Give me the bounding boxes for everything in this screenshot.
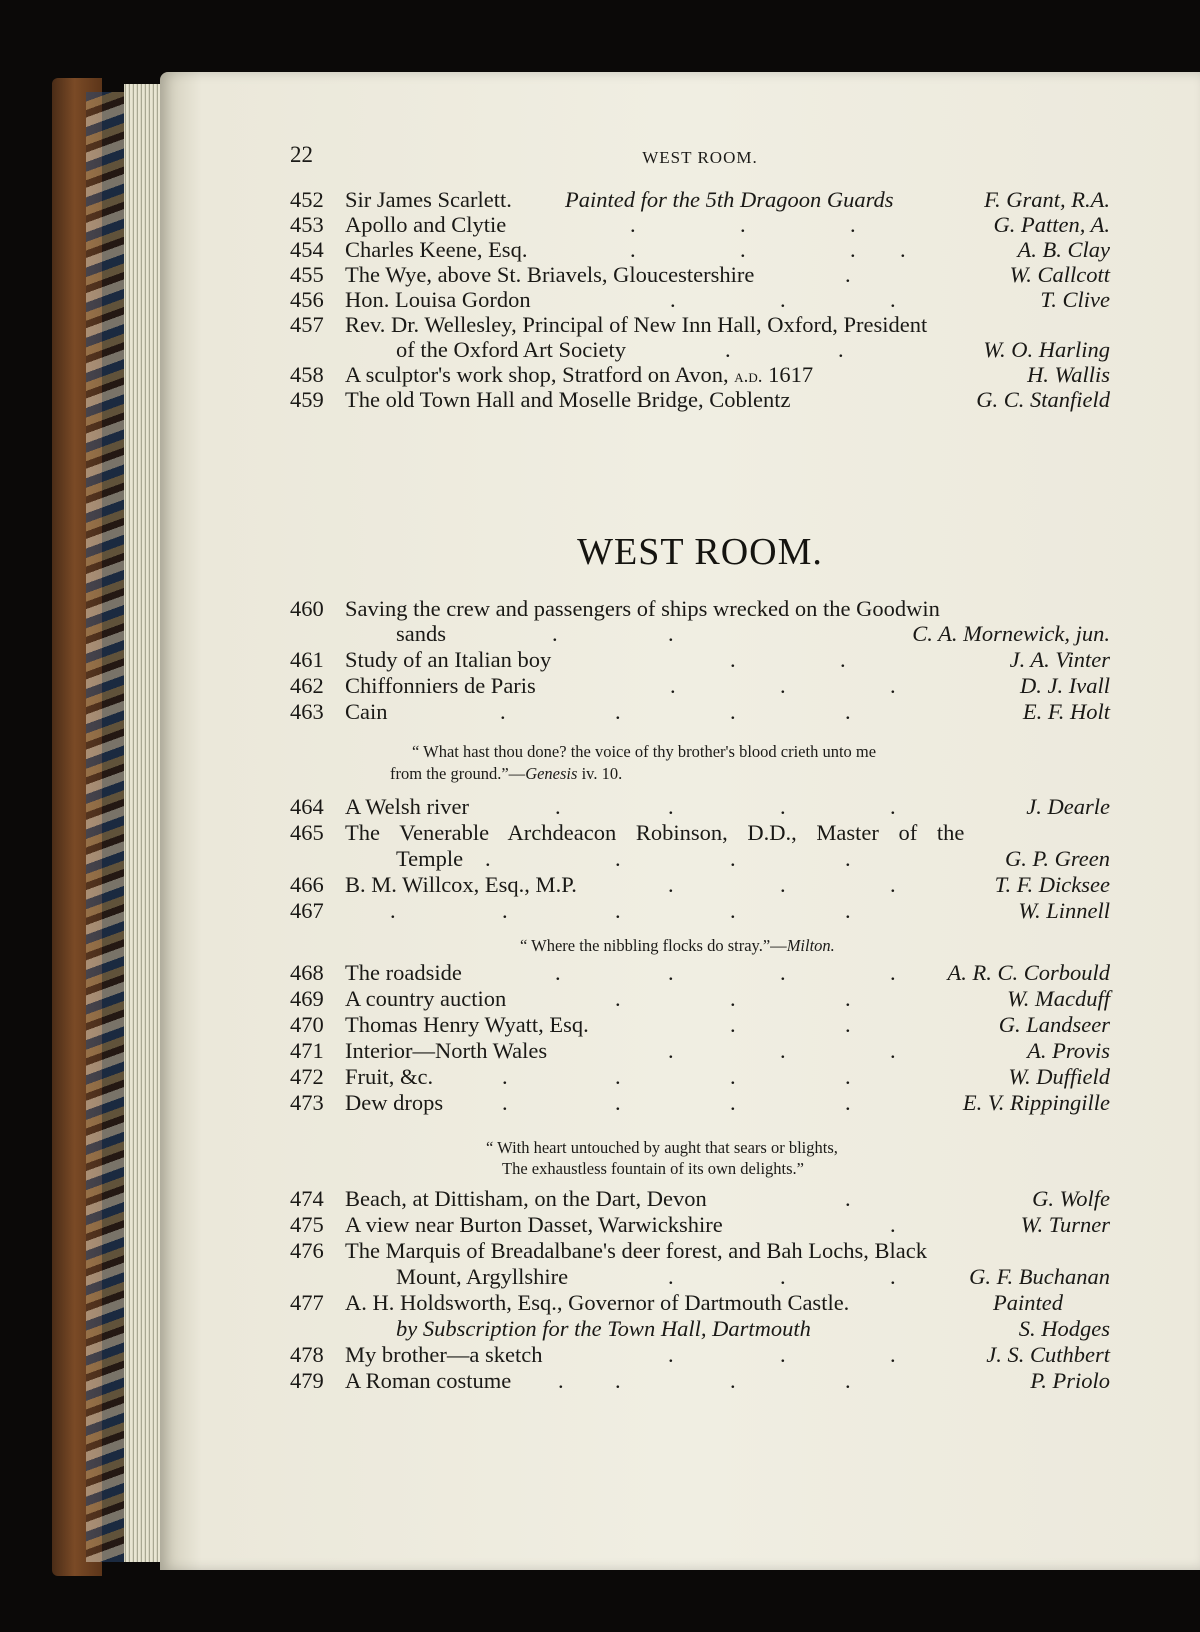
catalogue-entry-453: [290, 212, 1110, 238]
leader-dot: .: [780, 287, 786, 312]
entry-title: Beach, at Dittisham, on the Dart, Devon: [345, 1186, 707, 1211]
leader-dot: .: [502, 898, 508, 923]
entry-number: 467: [290, 898, 324, 923]
leader-dot: .: [552, 621, 558, 646]
entry-artist: H. Wallis: [1027, 362, 1110, 387]
entry-title: Study of an Italian boy: [345, 647, 552, 672]
entry-artist: G. Wolfe: [1032, 1186, 1110, 1211]
entry-artist: G. P. Green: [1005, 846, 1110, 871]
leader-dot: .: [890, 960, 896, 985]
entry-number: 471: [290, 1038, 324, 1063]
catalogue-entry-479: [290, 1368, 1110, 1394]
catalogue-entry-475: [290, 1212, 1110, 1238]
catalogue-entry-477: [290, 1290, 1110, 1316]
leader-dot: .: [500, 699, 506, 724]
quote-genesis-line2: from the ground.”—Genesis iv. 10.: [390, 764, 623, 783]
entry-artist: A. R. C. Corbould: [947, 960, 1110, 985]
leader-dot: .: [555, 960, 561, 985]
catalogue-entry-469: [290, 986, 1110, 1012]
leader-dot: .: [730, 1064, 736, 1089]
entry-title-continued: Mount, Argyllshire: [396, 1264, 569, 1289]
entry-number: 466: [290, 872, 324, 897]
entry-number: 472: [290, 1064, 324, 1089]
entry-number: 461: [290, 647, 324, 672]
entry-title: Rev. Dr. Wellesley, Principal of New Inn Hall, Oxford, President: [345, 312, 928, 337]
entry-artist: W. Turner: [1020, 1212, 1110, 1237]
leader-dot: .: [615, 986, 621, 1011]
leader-dot: .: [730, 1090, 736, 1115]
entry-number: 455: [290, 262, 324, 287]
leader-dot: .: [845, 699, 851, 724]
leader-dot: .: [780, 1264, 786, 1289]
leader-dot: .: [840, 647, 846, 672]
entry-title: A sculptor's work shop, Stratford on Avon, a.d. 1617: [345, 362, 814, 387]
running-head: WEST ROOM.: [642, 148, 758, 167]
catalogue-entry-466: [290, 872, 1110, 898]
leader-dot: .: [838, 337, 844, 362]
entry-title: The Venerable Archdeacon Robinson, D.D., Master of the: [345, 820, 965, 845]
entry-number: 479: [290, 1368, 324, 1393]
quote-line2: The exhaustless fountain of its own delights.”: [502, 1159, 804, 1178]
catalogue-entry-476: [290, 1238, 1110, 1264]
catalogue-entry-456: [290, 287, 1110, 313]
leader-dot: .: [845, 1186, 851, 1211]
entry-title: B. M. Willcox, Esq., M.P.: [345, 872, 577, 897]
leader-dot: .: [845, 1368, 851, 1393]
leader-dot: .: [668, 794, 674, 819]
entry-artist: G. Landseer: [998, 1012, 1110, 1037]
catalogue-entry-462: [290, 673, 1110, 699]
entry-title-continued: Temple: [396, 846, 464, 871]
entry-number: 462: [290, 673, 324, 698]
entry-artist: J. Dearle: [1026, 794, 1110, 819]
entry-number: 469: [290, 986, 324, 1011]
leader-dot: .: [845, 1090, 851, 1115]
leader-dot: .: [558, 1368, 564, 1393]
leader-dot: .: [890, 1264, 896, 1289]
leader-dot: .: [845, 1064, 851, 1089]
entry-title: A country auction: [345, 986, 507, 1011]
catalogue-entry-476-cont: [290, 1264, 1110, 1290]
page-header: [290, 142, 1110, 172]
entry-title: Sir James Scarlett.: [345, 187, 512, 212]
entry-artist: W. Linnell: [1018, 898, 1110, 923]
entry-number: 473: [290, 1090, 324, 1115]
leader-dot: .: [780, 1038, 786, 1063]
entry-title-continued: of the Oxford Art Society: [396, 337, 626, 362]
leader-dot: .: [630, 212, 636, 237]
entry-artist: A. Provis: [1027, 1038, 1110, 1063]
leader-dot: .: [730, 699, 736, 724]
entry-number: 453: [290, 212, 324, 237]
leader-dot: .: [555, 794, 561, 819]
entry-number: 456: [290, 287, 324, 312]
entry-title: Saving the crew and passengers of ships wrecked on the Goodwin: [345, 596, 940, 621]
leader-dot: .: [780, 673, 786, 698]
leader-dot: .: [670, 287, 676, 312]
entry-artist: G. F. Buchanan: [969, 1264, 1110, 1289]
entry-number: 457: [290, 312, 324, 337]
leader-dot: .: [845, 846, 851, 871]
catalogue-entry-473: [290, 1090, 1110, 1116]
entry-title: Chiffonniers de Paris: [345, 673, 536, 698]
quote-line1: “ With heart untouched by aught that sears or blights,: [486, 1138, 838, 1157]
leader-dot: .: [615, 1090, 621, 1115]
catalogue-entry-458: [290, 362, 1110, 388]
entry-title-continued: sands: [396, 621, 446, 646]
quote-milton: “ Where the nibbling flocks do stray.”—Milton.: [520, 936, 835, 955]
entry-artist: W. Macduff: [1007, 986, 1110, 1011]
entry-artist: W. Duffield: [1008, 1064, 1110, 1089]
entry-artist: W. O. Harling: [983, 337, 1110, 362]
leader-dot: .: [730, 647, 736, 672]
leader-dot: .: [740, 237, 746, 262]
entry-number: 470: [290, 1012, 324, 1037]
catalogue-entry-460-cont: [290, 621, 1110, 647]
entry-title: Fruit, &c.: [345, 1064, 434, 1089]
entry-artist: D. J. Ivall: [1020, 673, 1110, 698]
entry-number: 476: [290, 1238, 324, 1263]
entry-artist: T. F. Dicksee: [994, 872, 1110, 897]
leader-dot: .: [890, 1038, 896, 1063]
leader-dot: .: [730, 846, 736, 871]
entry-number: 460: [290, 596, 324, 621]
entry-title: A Welsh river: [345, 794, 470, 819]
entry-title: The Wye, above St. Briavels, Gloucestershire: [345, 262, 755, 287]
leader-dot: .: [668, 872, 674, 897]
leader-dot: .: [850, 212, 856, 237]
entry-title: Apollo and Clytie: [345, 212, 507, 237]
catalogue-entry-454: [290, 237, 1110, 263]
leader-dot: .: [850, 237, 856, 262]
entry-artist: C. A. Mornewick, jun.: [912, 621, 1110, 646]
leader-dot: .: [502, 1064, 508, 1089]
leader-dot: .: [890, 872, 896, 897]
leader-dot: .: [615, 898, 621, 923]
entry-number: 464: [290, 794, 324, 819]
entry-title: Dew drops: [345, 1090, 444, 1115]
catalogue-entry-468: [290, 960, 1110, 986]
catalogue-entry-465: [290, 820, 1110, 846]
entry-number: 478: [290, 1342, 324, 1367]
entry-title: Charles Keene, Esq.: [345, 237, 528, 262]
quote-genesis-line1: “ What hast thou done? the voice of thy brother's blood crieth unto me: [412, 742, 877, 761]
leader-dot: .: [730, 986, 736, 1011]
entry-number: 475: [290, 1212, 324, 1237]
catalogue-entry-459: [290, 387, 1110, 413]
catalogue-entry-472: [290, 1064, 1110, 1090]
entry-title: Hon. Louisa Gordon: [345, 287, 531, 312]
entry-title: A Roman costume: [345, 1368, 512, 1393]
entry-artist: F. Grant, R.A.: [984, 187, 1110, 212]
catalogue-entry-470: [290, 1012, 1110, 1038]
entry-number: 463: [290, 699, 324, 724]
entry-artist: E. V. Rippingille: [962, 1090, 1110, 1115]
entry-title: A. H. Holdsworth, Esq., Governor of Dartmouth Castle.: [345, 1290, 850, 1315]
catalogue-entry-464: [290, 794, 1110, 820]
catalogue-entry-478: [290, 1342, 1110, 1368]
catalogue-entry-452: [290, 187, 1110, 213]
entry-title: The Marquis of Breadalbane's deer forest, and Bah Lochs, Black: [345, 1238, 927, 1263]
leader-dot: .: [730, 1368, 736, 1393]
leader-dot: .: [890, 673, 896, 698]
entry-artist: S. Hodges: [1018, 1316, 1110, 1341]
leader-dot: .: [780, 872, 786, 897]
leader-dot: .: [780, 794, 786, 819]
leader-dot: .: [780, 960, 786, 985]
leader-dot: .: [730, 898, 736, 923]
leader-dot: .: [890, 1212, 896, 1237]
leader-dot: .: [670, 673, 676, 698]
leader-dot: .: [780, 1342, 786, 1367]
leader-dot: .: [668, 621, 674, 646]
catalogue-entry-457-cont: [290, 337, 1110, 363]
entry-artist: G. C. Stanfield: [976, 387, 1110, 412]
leader-dot: .: [615, 846, 621, 871]
entry-artist: E. F. Holt: [1022, 699, 1110, 724]
entry-artist: A. B. Clay: [1017, 237, 1110, 262]
catalogue-entry-455: [290, 262, 1110, 288]
entry-number: 459: [290, 387, 324, 412]
leader-dot: .: [845, 262, 851, 287]
catalogue-entry-457: [290, 312, 1110, 338]
leader-dot: .: [900, 237, 906, 262]
page-number: 22: [290, 142, 313, 167]
leader-dot: .: [615, 1368, 621, 1393]
leader-dot: .: [668, 1342, 674, 1367]
entry-artist: G. Patten, A.: [993, 212, 1110, 237]
leader-dot: .: [630, 237, 636, 262]
leader-dot: .: [845, 898, 851, 923]
entry-artist: T. Clive: [1040, 287, 1110, 312]
entry-title: Interior—North Wales: [345, 1038, 548, 1063]
leader-dot: .: [668, 960, 674, 985]
leader-dot: .: [890, 287, 896, 312]
catalogue-entry-477-cont: [290, 1316, 1110, 1342]
leader-dot: .: [390, 898, 396, 923]
leader-dot: .: [668, 1264, 674, 1289]
entry-number: 468: [290, 960, 324, 985]
entry-title-continued: by Subscription for the Town Hall, Dartmouth: [396, 1316, 811, 1341]
entry-number: 477: [290, 1290, 324, 1315]
entry-title: The roadside: [345, 960, 462, 985]
leader-dot: .: [845, 1012, 851, 1037]
entry-number: 458: [290, 362, 324, 387]
catalogue-entry-460: [290, 596, 1110, 622]
leader-dot: .: [502, 1090, 508, 1115]
entry-artist: W. Callcott: [1009, 262, 1110, 287]
entry-number: 454: [290, 237, 324, 262]
catalogue-entry-465-cont: [290, 846, 1110, 872]
leader-dot: .: [668, 1038, 674, 1063]
section-title: WEST ROOM.: [577, 531, 823, 573]
leader-dot: .: [725, 337, 731, 362]
leader-dot: .: [740, 212, 746, 237]
leader-dot: .: [730, 1012, 736, 1037]
leader-dot: .: [485, 846, 491, 871]
entry-title: The old Town Hall and Moselle Bridge, Coblentz: [345, 387, 791, 412]
entry-note: Painted for the 5th Dragoon Guards: [565, 187, 894, 212]
entry-number: 452: [290, 187, 324, 212]
catalogue-entry-471: [290, 1038, 1110, 1064]
leader-dot: .: [890, 794, 896, 819]
entry-artist: P. Priolo: [1030, 1368, 1110, 1393]
entry-title: Thomas Henry Wyatt, Esq.: [345, 1012, 589, 1037]
entry-title: Cain: [345, 699, 388, 724]
entry-note: Painted: [993, 1290, 1063, 1315]
catalogue-entry-463: [290, 699, 1110, 725]
leader-dot: .: [845, 986, 851, 1011]
catalogue-entry-467: [290, 898, 1110, 924]
catalogue-entry-474: [290, 1186, 1110, 1212]
leader-dot: .: [615, 1064, 621, 1089]
entry-title: My brother—a sketch: [345, 1342, 543, 1367]
entry-artist: J. S. Cuthbert: [986, 1342, 1110, 1367]
entry-number: 465: [290, 820, 324, 845]
entry-artist: J. A. Vinter: [1009, 647, 1110, 672]
leader-dot: .: [615, 699, 621, 724]
leader-dot: .: [890, 1342, 896, 1367]
entry-number: 474: [290, 1186, 324, 1211]
entry-title: A view near Burton Dasset, Warwickshire: [345, 1212, 723, 1237]
catalogue-entry-461: [290, 647, 1110, 673]
